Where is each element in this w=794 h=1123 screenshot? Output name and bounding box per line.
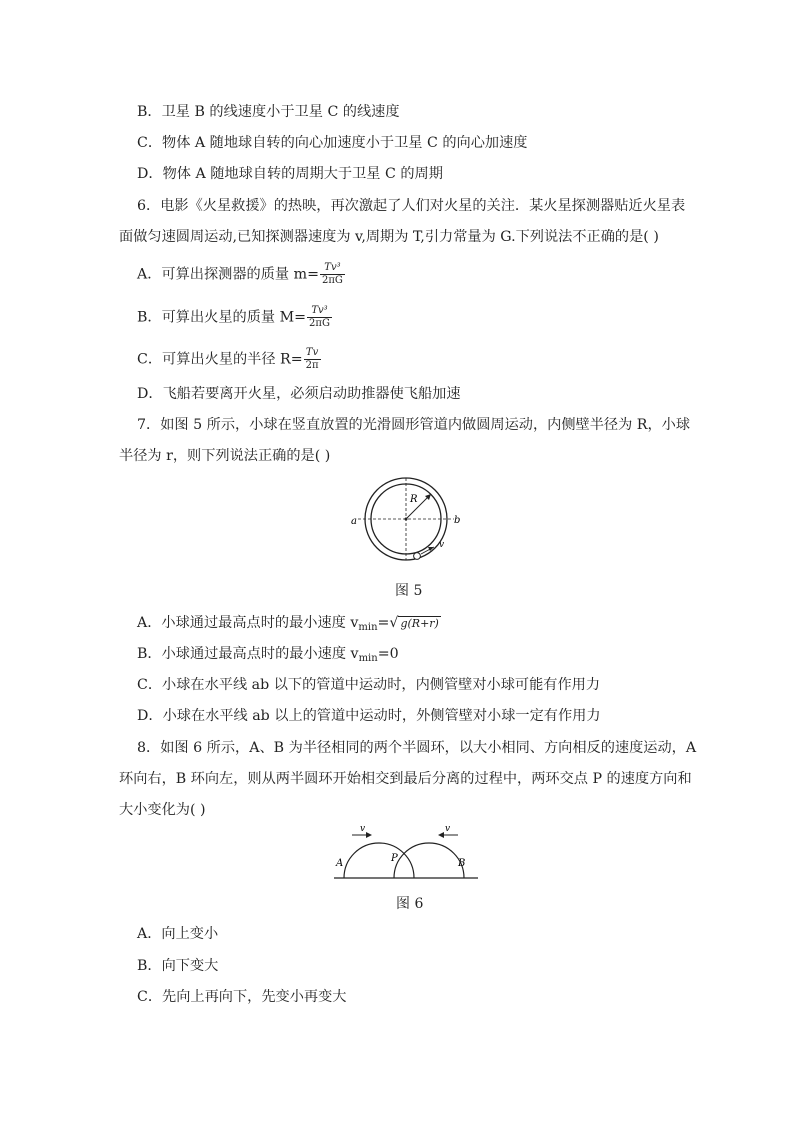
q6-option-c bbox=[137, 347, 321, 372]
q7-option-a bbox=[137, 613, 441, 638]
q5-option-c: C．物体 A 随地球自转的向心加速度小于卫星 C 的向心加速度 bbox=[137, 135, 528, 151]
fraction-numerator: Tv³ bbox=[320, 262, 345, 275]
label-P: P bbox=[391, 853, 398, 864]
q6-option-a-fraction bbox=[320, 262, 345, 287]
q6-option-a-text: A．可算出探测器的质量 m= bbox=[137, 266, 319, 283]
arrow-a-head bbox=[366, 832, 372, 838]
q7-option-b-text: B．小球通过最高点时的最小速度 v bbox=[137, 646, 359, 662]
subscript-min: min bbox=[358, 653, 378, 664]
figure-6 bbox=[330, 822, 482, 882]
label-v: v bbox=[439, 540, 445, 550]
q7-option-b bbox=[137, 644, 399, 669]
label-v-a: v bbox=[360, 824, 366, 834]
q6-option-a bbox=[137, 262, 345, 287]
label-b: b bbox=[454, 515, 461, 526]
q8-stem-line2: 环向右，B 环向左，则从两半圆环开始相交到最后分离的过程中，两环交点 P 的速度方向和 bbox=[119, 771, 692, 787]
radicand: g(R+r) bbox=[400, 617, 439, 630]
q5-option-d: D．物体 A 随地球自转的周期大于卫星 C 的周期 bbox=[137, 166, 443, 182]
q7-option-a-text: A．小球通过最高点时的最小速度 v bbox=[137, 615, 359, 631]
q7-stem-line2: 半径为 r，则下列说法正确的是( ) bbox=[119, 448, 331, 464]
label-a: a bbox=[351, 516, 357, 527]
q8-option-b: B．向下变大 bbox=[137, 958, 219, 974]
q8-option-a: A．向上变小 bbox=[137, 926, 219, 942]
label-v-b: v bbox=[445, 824, 451, 834]
q5-option-b: B．卫星 B 的线速度小于卫星 C 的线速度 bbox=[137, 104, 400, 120]
sqrt-expression: √ g(R+r) bbox=[389, 615, 439, 631]
subscript-min: min bbox=[358, 622, 378, 633]
semicircle-b bbox=[394, 843, 464, 878]
q7-option-d: D．小球在水平线 ab 以上的管道中运动时，外侧管壁对小球一定有作用力 bbox=[137, 708, 601, 724]
q6-stem-line2: 面做匀速圆周运动,已知探测器速度为 v,周期为 T,引力常量为 G.下列说法不正确的是( ) bbox=[119, 229, 659, 245]
ball bbox=[414, 553, 421, 560]
fraction-denominator: 2πG bbox=[309, 318, 330, 329]
q8-option-c: C．先向上再向下，先变小再变大 bbox=[137, 989, 347, 1005]
q6-option-b-text: B．可算出火星的质量 M= bbox=[137, 309, 307, 326]
fraction-numerator: Tv bbox=[304, 347, 321, 360]
equals-zero: =0 bbox=[377, 646, 399, 662]
figure-5 bbox=[350, 474, 462, 568]
fraction-denominator: 2π bbox=[305, 360, 319, 371]
q6-option-b-fraction bbox=[307, 305, 332, 330]
equals-sign: = bbox=[377, 615, 390, 631]
label-A: A bbox=[336, 858, 344, 869]
figure-5-caption: 图 5 bbox=[395, 583, 423, 599]
arrow-b-head bbox=[438, 832, 444, 838]
label-R: R bbox=[410, 494, 418, 505]
label-B: B bbox=[458, 858, 466, 869]
q6-stem-line1: 6．电影《火星救援》的热映，再次激起了人们对火星的关注．某火星探测器贴近火星表 bbox=[137, 198, 686, 214]
q8-stem-line3: 大小变化为( ) bbox=[119, 802, 206, 818]
q7-stem-line1: 7．如图 5 所示，小球在竖直放置的光滑圆形管道内做圆周运动，内侧壁半径为 R，小球 bbox=[137, 417, 691, 433]
q6-option-c-fraction bbox=[304, 347, 321, 372]
q6-option-b bbox=[137, 305, 332, 330]
fraction-denominator: 2πG bbox=[321, 275, 343, 286]
q6-option-c-text: C．可算出火星的半径 R= bbox=[137, 351, 303, 368]
semicircle-a bbox=[344, 843, 414, 878]
fraction-numerator: Tv³ bbox=[307, 305, 332, 318]
figure-6-caption: 图 6 bbox=[396, 896, 424, 912]
q8-stem-line1: 8．如图 6 所示，A、B 为半径相同的两个半圆环，以大小相同、方向相反的速度运动，A bbox=[137, 740, 697, 756]
q7-option-c: C．小球在水平线 ab 以下的管道中运动时，内侧管壁对小球可能有作用力 bbox=[137, 677, 601, 693]
q6-option-d: D．飞船若要离开火星，必须启动助推器使飞船加速 bbox=[137, 386, 461, 402]
